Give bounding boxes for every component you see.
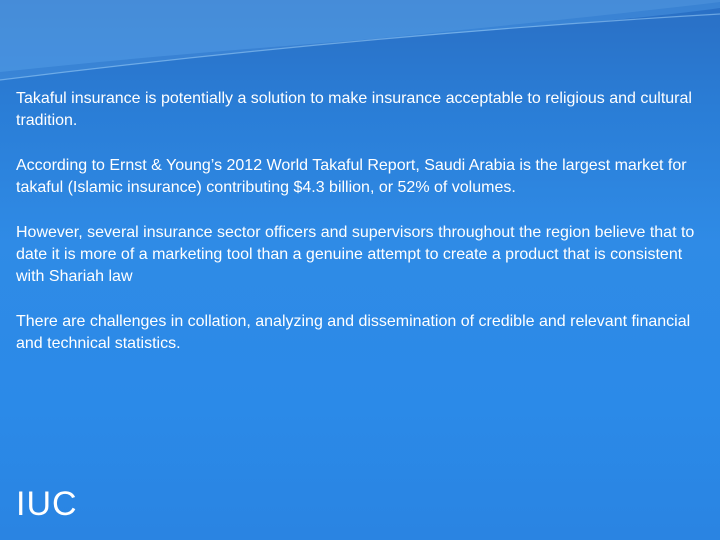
slide-body [16,88,706,378]
paragraph-takaful-solution: Takaful insurance is potentially a solution to make insurance acceptable to religious and cultural tradition. [16,90,692,129]
paragraph-statistics-challenges: There are challenges in collation, analyzing and dissemination of credible and relevant financial and technical statistics. [16,313,691,352]
paragraph-marketing-tool: However, several insurance sector officers and supervisors throughout the region believe that to date it is more of a marketing tool than a genuine attempt to create a product that is consistent with Shariah law [16,224,695,285]
paragraph-ernst-young-report: According to Ernst & Young’s 2012 World Takaful Report, Saudi Arabia is the largest market for takaful (Islamic insurance) contributing $4.3 billion, or 52% of volumes. [16,157,687,196]
footer-logo: IUC [16,485,78,523]
